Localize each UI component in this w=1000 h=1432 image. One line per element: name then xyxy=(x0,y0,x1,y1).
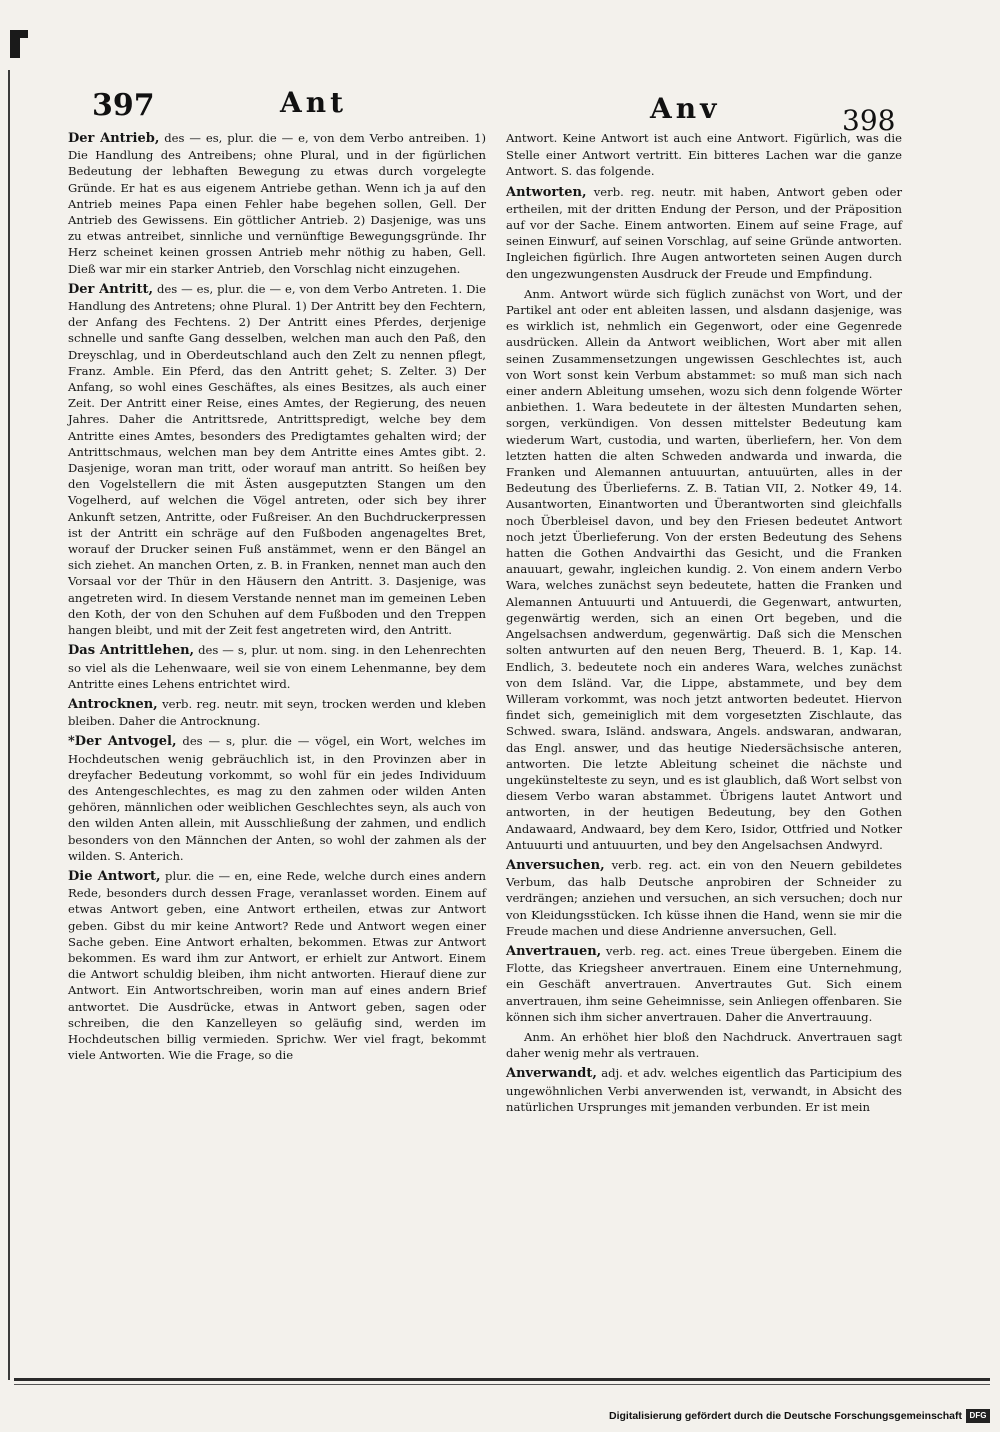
entry-text: adj. et adv. welches eigentlich das Participium des ungewöhnlichen Verbi anverwenden ist, verwandt, in Absicht des natürlichen Ursprunges mit jemanden verbunden. Er ist mein xyxy=(506,1066,902,1114)
entry-text: des — es, plur. die — e, von dem Verbo antreiben. 1) Die Handlung des Antreibens; ohne Plural, und in der figürlichen Bedeutung der lebhaften Bewegung zu etwas durch vorgelegte Gründe. Er hat es aus eigenem Antriebe gethan. Wenn ich ja auf den Antrieb meines Papa einen Fehler habe begehen sollen, Gell. Der Antrieb des Gewissens. Ein göttlicher Antrieb. 2) Dasjenige, was uns zu etwas antreibet, sinnliche und vernünftige Bewegungsgründe. Ihr Herz scheinet keinen grossen Antrieb mehr nöthig zu haben, Gell. Dieß war mir ein starker Antrieb, den Vorschlag nicht einzugehen. xyxy=(68,131,486,276)
entry-headword: Anverwandt, xyxy=(506,1066,597,1082)
dfg-logo-badge: DFG xyxy=(966,1409,990,1423)
entry-headword: Antworten, xyxy=(506,184,587,200)
left-column xyxy=(68,130,486,1067)
dictionary-entry xyxy=(68,642,486,692)
entry-headword: Anvertrauen, xyxy=(506,943,602,959)
dictionary-entry xyxy=(68,733,486,864)
entry-text: verb. reg. act. eines Treue übergeben. Einem die Flotte, das Kriegsheer anvertrauen. Einem eine Unternehmung, ein Geschäft anvertrauen. Anvertrautes Gut. Sich einem anvertrauen, ihm seine Geheimnisse, sein Anliegen offenbaren. Sie können sich ihm sicher anvertrauen. Daher die Anvertrauung. xyxy=(506,943,902,1024)
funding-credit: Digitalisierung gefördert durch die Deutsche Forschungsgemeinschaft xyxy=(609,1410,962,1422)
dictionary-entry xyxy=(506,943,902,1025)
page-number-left: 397 xyxy=(92,88,155,123)
dictionary-entry xyxy=(506,1065,902,1115)
entry-text: des — es, plur. die — e, von dem Verbo Antreten. 1. Die Handlung des Antretens; ohne Plural. 1) Der Antritt bey den Fechtern, der Anfang des Fechtens. 2) Der Antritt eines Pferdes, derjenige schnelle und sanfte Gang desselben, welchen man auch den Paß, den Dreyschlag, und in Oberdeutschland auch den Zelt zu nennen pflegt, Franz. Amble. Ein Pferd, das den Antritt gehet; S. Zelter. 3) Der Anfang, so wohl eines Geschäftes, als eines Besitzes, als auch einer Zeit. Der Antritt einer Reise, eines Amtes, der Regierung, des neuen Jahres. Daher die Antrittsrede, Antrittspredigt, welche bey dem Antritte eines Amtes, besonders des Predigtamtes gehalten wird; der Antrittschmaus, welchen man bey dem Antritte eines Amtes gibt. 2. Dasjenige, woran man tritt, oder worauf man antritt. So heißen bey den Vogelstellern die mit Ästen ausgeputzten Stangen um den Vogelherd, auf welchen die Vögel antreten, oder sich bey ihrer Ankunft setzen, Antritte, oder Fußreiser. An den Buchdruckerpressen ist der Antritt ein schräge auf den Fußboden angenageltes Bret, worauf der Drucker seinen Fuß anstämmet, wenn er den Bängel an sich ziehet. An manchen Orten, z. B. in Franken, nennet man auch den Vorsaal vor der Thür in den Häusern den Antritt. 3. Dasjenige, was angetreten wird. In diesem Verstande nennet man im gemeinen Leben den Koth, der von den Schuhen auf dem Fußboden und den Treppen hangen bleibt, und mit der Zeit fest angetreten wird, den Antritt. xyxy=(68,281,486,638)
annotation-text: Anm. Antwort würde sich füglich zunächst von Wort, und der Partikel ant oder ent ableiten lassen, und alsdann dasjenige, was es wirklich ist, nehmlich ein Gegenwort, oder eine Gegenrede ausdrücken. Allein da Antwort weiblichen, Wort aber mit allen seinen Zusammensetzungen ungewissen Geschlechtes ist, auch von Wort sonst kein Verbum abstammet: so muß man sich nach einer andern Ableitung umsehen, wozu sich denn folgende Wörter anbiethen. 1. Wara bedeutete in der ältesten Mundarten sehen, sorgen, verkündigen. Von dessen mittelster Bedeutung kam wiederum Wart, custodia, und warten, überliefern, her. Von dem letzten hatten die alten Schweden andwarda und inwarda, die Franken und Alemannen antuuurtan, antuuürten, alles in der Bedeutung des Überlieferns. Z. B. Tatian VII, 2. Notker 49, 14. Ausantworten, Einantworten und Überantworten sind gleichfalls noch Überbleisel davon, und bey den Friesen bedeutet Antwort noch jetzt Überlieferung. Von der ersten Bedeutung des Sehens hatten die Gothen Andvairthi das Gesicht, und die Franken anauuart, gewahr, ingleichen kundig. 2. Von einem andern Verbo Wara, welches zunächst seyn bedeutete, hatten die Franken und Alemannen Antuuurti und Antuuerdi, die Gegenwart, antwurten, gegenwärtig werden, sich an einen Ort begeben, und die Angelsachsen andwerdum, gegenwärtig. Daß sich die Menschen solten antwurten auf den neuen Berg, Theuerd. B. 1, Kap. 14. Endlich, 3. bedeutete noch ein anderes Wara, welches zunächst von dem Isländ. Var, die Lippe, abstammete, und bey dem Willeram vorkommt, was noch jetzt antworten bedeutet. Hiervon findet sich, gemeiniglich mit dem vorgesetzten Zischlaute, das Schwed. swara, Isländ. andswara, Angels. andswaran, andwaran, das Engl. answer, und das heutige Niedersächsische anteren, antworten. Die letzte Ableitung scheinet die nächste und ungekünstelteste zu seyn, und es ist glaublich, daß Wort selbst von diesem Verbo waran abstammet. Übrigens lautet Antwort und antworten, in der heutigen Bedeutung, bey den Gothen Andawaard, Andwaard, bey dem Kero, Isidor, Ottfried und Notker Antuuurti und antuuurten, und bey den Angelsachsen Andwyrd. xyxy=(506,286,902,852)
left-margin-rule xyxy=(8,70,10,1380)
entry-text: des — s, plur. ut nom. sing. in den Lehenrechten so viel als die Lehenwaare, weil sie von einem Lehenmanne, bey dem Antritte eines Lehens entrichtet wird. xyxy=(68,643,486,691)
entry-headword: Antrocknen, xyxy=(68,696,158,712)
entry-headword: Der Antritt, xyxy=(68,281,154,297)
bottom-rule-thin xyxy=(14,1384,990,1385)
dictionary-entry xyxy=(68,130,486,277)
entry-headword: *Der Antvogel, xyxy=(68,734,177,750)
entry-text: verb. reg. act. ein von den Neuern gebildetes Verbum, das halb Deutsche anprobiren der Schneider zu verdrängen; anziehen und versuchen, an sich versuchen; doch nur von Kleidungsstücken. Ich küsse ihnen die Hand, wenn sie mir die Freude machen und diese Andrienne anversuchen, Gell. xyxy=(506,857,902,938)
annotation-text: Anm. An erhöhet hier bloß den Nachdruck. Anvertrauen sagt daher wenig mehr als vertrauen. xyxy=(506,1029,902,1061)
dictionary-entry xyxy=(68,868,486,1063)
entry-annotation xyxy=(506,286,902,853)
running-head-right: Anv xyxy=(650,92,721,125)
entry-headword: Die Antwort, xyxy=(68,868,161,884)
corner-mark xyxy=(10,30,20,58)
entry-headword: Der Antrieb, xyxy=(68,131,160,146)
dictionary-entry xyxy=(68,281,486,638)
right-column xyxy=(506,130,902,1119)
dictionary-entry xyxy=(68,696,486,729)
page-number-right: 398 xyxy=(842,104,896,137)
entry-text: verb. reg. neutr. mit haben, Antwort geben oder ertheilen, mit der dritten Endung der Person, und der Präposition auf vor der Sache. Einem antworten. Einem auf seine Frage, auf seinen Einwurf, auf seinen Vorschlag, auf seine Gründe antworten. Ingleichen figürlich. Ihre Augen antworteten seinen Augen durch den ungezwungensten Ausdruck der Freude und Empfindung. xyxy=(506,184,902,281)
dictionary-entry xyxy=(506,857,902,939)
entry-headword: Anversuchen, xyxy=(506,857,605,873)
entry-text: des — s, plur. die — vögel, ein Wort, welches im Hochdeutschen wenig gebräuchlich ist, in den Provinzen aber in dreyfacher Bedeutung vorkommt, so wohl für ein jedes Individuum des Antengeschlechtes, es mag zu den zahmen oder wilden Anten gehören, männlichen oder weiblichen Geschlechtes seyn, als auch von den wilden Anten allein, mit Ausschließung der zahmen, und endlich besonders von den Männchen der Anten, so wohl der zahmen als der wilden. S. Anterich. xyxy=(68,734,487,863)
dictionary-entry xyxy=(506,184,902,282)
entry-annotation xyxy=(506,1029,902,1061)
entry-text: verb. reg. neutr. mit seyn, trocken werden und kleben bleiben. Daher die Antrocknung. xyxy=(68,696,486,729)
entry-headword: Das Antrittlehen, xyxy=(68,643,195,659)
running-head-left: Ant xyxy=(280,86,348,119)
entry-text: Antwort. Keine Antwort ist auch eine Antwort. Figürlich, was die Stelle einer Antwort vertritt. Ein bitteres Lachen war die ganze Antwort. S. das folgende. xyxy=(506,131,902,179)
dictionary-entry xyxy=(506,130,902,180)
bottom-rule xyxy=(14,1378,990,1381)
entry-text: plur. die — en, eine Rede, welche durch eines andern Rede, besonders durch dessen Frage, veranlasset worden. Einem auf etwas Antwort geben, eine Antwort ertheilen, etwas zur Antwort geben. Gibst du mir keine Antwort? Rede und Antwort wegen einer Sache geben. Eine Antwort erhalten, bekommen. Etwas zur Antwort bekommen. Es ward ihm zur Antwort, er erhielt zur Antwort. Einem die Antwort schuldig bleiben, ihm nicht antworten. Hierauf diene zur Antwort. Ein Antwortschreiben, worin man auf eines andern Brief antwortet. Die Ausdrücke, etwas in Antwort geben, sagen oder schreiben, die den Kanzelleyen so geläufig sind, werden im Hochdeutschen billig vermieden. Sprichw. Wer viel fragt, bekommt viele Antworten. Wie die Frage, so die xyxy=(68,868,486,1063)
